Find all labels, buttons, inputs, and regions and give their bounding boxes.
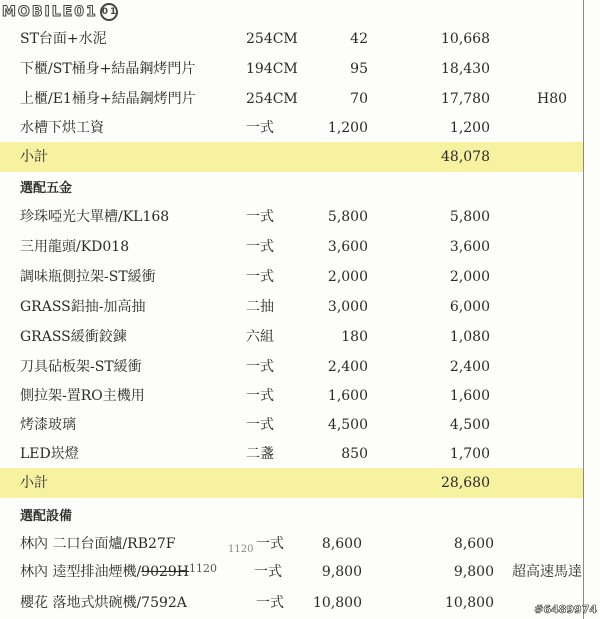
item-unit: 一式 [256,536,284,552]
subtotal-label: 小計 [20,475,48,491]
item-price: 70 [350,91,368,107]
item-name: GRASS緩衝鉸鍊 [20,329,127,345]
item-price: 850 [341,446,368,462]
item-price: 180 [341,329,368,345]
item-total: 5,800 [449,209,490,225]
item-unit: 一式 [246,417,274,433]
item-price: 5,800 [327,209,368,225]
logo-text: MOBILE01 [2,4,98,20]
item-name: 側拉架-置RO主機用 [20,388,145,404]
table-row [0,292,600,322]
table-row [0,232,600,262]
item-name: GRASS鋁抽-加高抽 [20,299,146,315]
table-row [0,557,600,587]
table-row [0,202,600,232]
struck-model: 9029H [141,564,190,580]
item-unit: 一式 [246,239,274,255]
item-price: 4,500 [327,417,368,433]
section-title: 選配五金 [20,181,73,196]
item-total: 10,800 [445,595,494,611]
item-name: 水槽下烘工資 [20,120,104,136]
table-row [0,439,600,469]
item-price: 42 [350,31,368,47]
item-name: 調味瓶側拉架-ST緩衝 [20,269,156,285]
item-price: 9,800 [321,564,362,580]
item-unit: 一式 [246,209,274,225]
handwritten-model: 1120 [189,562,218,575]
item-total: 17,780 [441,91,490,107]
item-name [20,557,217,587]
item-unit: 一式 [246,359,274,375]
section-header [0,502,600,532]
item-unit: 一式 [256,595,284,611]
item-unit: 一式 [246,269,274,285]
table-row [0,54,600,84]
item-price: 1,600 [327,388,368,404]
item-name: 林內 二口台面爐/RB27F [20,536,176,552]
item-unit: 二抽 [246,299,274,315]
item-name: 刀具砧板架-ST緩衝 [20,359,142,375]
subtotal-total: 28,680 [441,475,490,491]
table-row [0,588,600,618]
table-row [0,410,600,440]
item-price: 2,400 [327,359,368,375]
item-price: 95 [350,61,368,77]
item-name: 上櫃/E1桶身+結晶鋼烤門片 [20,91,196,107]
subtotal-row [0,142,600,172]
item-unit: 一式 [246,120,274,136]
item-name: 烤漆玻璃 [20,417,76,433]
item-total: 8,600 [453,536,494,552]
item-name: 三用龍頭/KD018 [20,239,130,255]
item-name: ST台面+水泥 [20,31,107,47]
table-row [0,529,600,559]
item-total: 9,800 [453,564,494,580]
item-unit: 一式 [246,388,274,404]
item-name: 下櫃/ST桶身+結晶鋼烤門片 [20,61,196,77]
item-total: 3,600 [449,239,490,255]
logo-mark-icon: 01 [100,3,118,21]
item-price: 3,000 [327,299,368,315]
table-row [0,24,600,54]
table-row [0,262,600,292]
item-total: 2,000 [449,269,490,285]
mobile01-logo [2,2,118,22]
item-name: 珍珠啞光大單槽/KL168 [20,209,170,225]
table-row [0,113,600,143]
item-unit: 254CM [246,31,298,47]
item-unit: 194CM [246,61,298,77]
table-row [0,84,600,114]
item-note: H80 [537,91,568,107]
table-row [0,322,600,352]
watermark: #6489974 [534,603,597,616]
item-price: 1,200 [327,120,368,136]
table-row [0,381,600,411]
item-total: 1,600 [449,388,490,404]
item-price: 10,800 [313,595,362,611]
item-total: 1,200 [449,120,490,136]
item-note: 超高速馬達 [512,564,582,580]
section-header [0,174,600,204]
item-price: 8,600 [321,536,362,552]
item-price: 3,600 [327,239,368,255]
handwritten-note: 1120 [228,544,254,555]
item-total: 1,080 [449,329,490,345]
item-name: LED崁燈 [20,446,79,462]
item-total: 1,700 [449,446,490,462]
item-name: 櫻花 落地式烘碗機/7592A [20,595,187,611]
item-total: 6,000 [449,299,490,315]
item-total: 18,430 [441,61,490,77]
subtotal-label: 小計 [20,149,48,165]
item-unit: 一式 [254,564,282,580]
item-total: 2,400 [449,359,490,375]
item-total: 4,500 [449,417,490,433]
item-total: 10,668 [441,31,490,47]
section-title: 選配設備 [20,509,73,524]
item-name-text: 林內 逵型排油煙機/ [20,564,142,580]
table-row [0,352,600,382]
item-unit: 六組 [246,329,274,345]
subtotal-row [0,468,600,498]
item-unit: 二盞 [246,446,274,462]
subtotal-total: 48,078 [441,149,490,165]
item-price: 2,000 [327,269,368,285]
item-unit: 254CM [246,91,298,107]
